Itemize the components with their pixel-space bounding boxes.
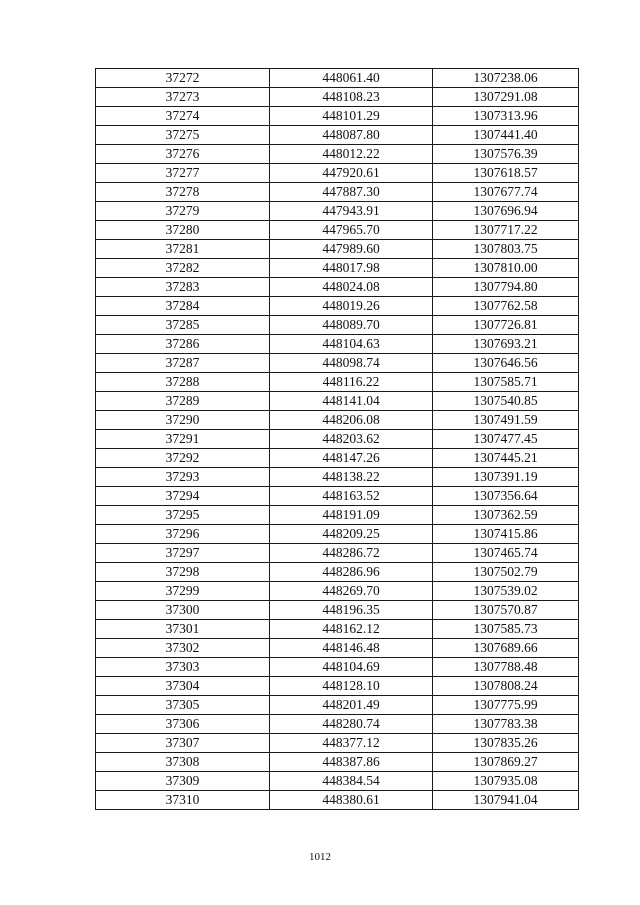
table-row: [96, 392, 579, 411]
y-coordinate-cell: 1307788.48: [433, 658, 579, 677]
table-row: [96, 715, 579, 734]
point-id-cell: 37306: [96, 715, 270, 734]
x-coordinate-cell: 448019.26: [270, 297, 433, 316]
y-coordinate-cell: 1307835.26: [433, 734, 579, 753]
table-row: [96, 791, 579, 810]
y-coordinate-cell: 1307291.08: [433, 88, 579, 107]
point-id-cell: 37294: [96, 487, 270, 506]
table-row: [96, 753, 579, 772]
table-row: [96, 563, 579, 582]
point-id-cell: 37274: [96, 107, 270, 126]
page-number: 1012: [309, 851, 331, 863]
x-coordinate-cell: 448108.23: [270, 88, 433, 107]
table-row: [96, 240, 579, 259]
point-id-cell: 37287: [96, 354, 270, 373]
point-id-cell: 37292: [96, 449, 270, 468]
point-id-cell: 37302: [96, 639, 270, 658]
table-row: [96, 525, 579, 544]
x-coordinate-cell: 447965.70: [270, 221, 433, 240]
y-coordinate-cell: 1307445.21: [433, 449, 579, 468]
point-id-cell: 37297: [96, 544, 270, 563]
x-coordinate-cell: 448089.70: [270, 316, 433, 335]
point-id-cell: 37296: [96, 525, 270, 544]
y-coordinate-cell: 1307570.87: [433, 601, 579, 620]
table-row: [96, 430, 579, 449]
x-coordinate-cell: 447920.61: [270, 164, 433, 183]
x-coordinate-cell: 448201.49: [270, 696, 433, 715]
point-id-cell: 37288: [96, 373, 270, 392]
point-id-cell: 37285: [96, 316, 270, 335]
y-coordinate-cell: 1307696.94: [433, 202, 579, 221]
point-id-cell: 37280: [96, 221, 270, 240]
y-coordinate-cell: 1307362.59: [433, 506, 579, 525]
point-id-cell: 37308: [96, 753, 270, 772]
point-id-cell: 37278: [96, 183, 270, 202]
y-coordinate-cell: 1307762.58: [433, 297, 579, 316]
y-coordinate-cell: 1307783.38: [433, 715, 579, 734]
x-coordinate-cell: 448377.12: [270, 734, 433, 753]
point-id-cell: 37303: [96, 658, 270, 677]
point-id-cell: 37290: [96, 411, 270, 430]
table-row: [96, 88, 579, 107]
y-coordinate-cell: 1307238.06: [433, 69, 579, 88]
coordinates-table-body: [96, 69, 579, 810]
y-coordinate-cell: 1307415.86: [433, 525, 579, 544]
point-id-cell: 37276: [96, 145, 270, 164]
point-id-cell: 37289: [96, 392, 270, 411]
x-coordinate-cell: 448098.74: [270, 354, 433, 373]
x-coordinate-cell: 448146.48: [270, 639, 433, 658]
y-coordinate-cell: 1307726.81: [433, 316, 579, 335]
x-coordinate-cell: 448203.62: [270, 430, 433, 449]
table-row: [96, 297, 579, 316]
table-row: [96, 506, 579, 525]
x-coordinate-cell: 448104.63: [270, 335, 433, 354]
table-row: [96, 582, 579, 601]
table-row: [96, 639, 579, 658]
y-coordinate-cell: 1307677.74: [433, 183, 579, 202]
point-id-cell: 37295: [96, 506, 270, 525]
table-row: [96, 601, 579, 620]
point-id-cell: 37273: [96, 88, 270, 107]
table-row: [96, 696, 579, 715]
point-id-cell: 37301: [96, 620, 270, 639]
x-coordinate-cell: 448269.70: [270, 582, 433, 601]
table-row: [96, 183, 579, 202]
x-coordinate-cell: 448128.10: [270, 677, 433, 696]
x-coordinate-cell: 448380.61: [270, 791, 433, 810]
y-coordinate-cell: 1307803.75: [433, 240, 579, 259]
table-row: [96, 335, 579, 354]
y-coordinate-cell: 1307618.57: [433, 164, 579, 183]
y-coordinate-cell: 1307391.19: [433, 468, 579, 487]
x-coordinate-cell: 447887.30: [270, 183, 433, 202]
table-row: [96, 354, 579, 373]
y-coordinate-cell: 1307356.64: [433, 487, 579, 506]
x-coordinate-cell: 448024.08: [270, 278, 433, 297]
point-id-cell: 37298: [96, 563, 270, 582]
table-row: [96, 544, 579, 563]
x-coordinate-cell: 448101.29: [270, 107, 433, 126]
table-row: [96, 126, 579, 145]
x-coordinate-cell: 448116.22: [270, 373, 433, 392]
table-row: [96, 373, 579, 392]
y-coordinate-cell: 1307775.99: [433, 696, 579, 715]
table-row: [96, 221, 579, 240]
table-row: [96, 202, 579, 221]
point-id-cell: 37281: [96, 240, 270, 259]
y-coordinate-cell: 1307585.71: [433, 373, 579, 392]
point-id-cell: 37279: [96, 202, 270, 221]
table-row: [96, 772, 579, 791]
x-coordinate-cell: 448104.69: [270, 658, 433, 677]
x-coordinate-cell: 448209.25: [270, 525, 433, 544]
x-coordinate-cell: 448286.96: [270, 563, 433, 582]
point-id-cell: 37293: [96, 468, 270, 487]
y-coordinate-cell: 1307646.56: [433, 354, 579, 373]
table-row: [96, 69, 579, 88]
x-coordinate-cell: 448138.22: [270, 468, 433, 487]
y-coordinate-cell: 1307693.21: [433, 335, 579, 354]
y-coordinate-cell: 1307810.00: [433, 259, 579, 278]
point-id-cell: 37282: [96, 259, 270, 278]
x-coordinate-cell: 448196.35: [270, 601, 433, 620]
y-coordinate-cell: 1307717.22: [433, 221, 579, 240]
point-id-cell: 37304: [96, 677, 270, 696]
y-coordinate-cell: 1307941.04: [433, 791, 579, 810]
table-row: [96, 145, 579, 164]
x-coordinate-cell: 448012.22: [270, 145, 433, 164]
point-id-cell: 37309: [96, 772, 270, 791]
y-coordinate-cell: 1307794.80: [433, 278, 579, 297]
x-coordinate-cell: 447943.91: [270, 202, 433, 221]
table-row: [96, 278, 579, 297]
point-id-cell: 37286: [96, 335, 270, 354]
y-coordinate-cell: 1307539.02: [433, 582, 579, 601]
table-row: [96, 259, 579, 278]
point-id-cell: 37300: [96, 601, 270, 620]
x-coordinate-cell: 448061.40: [270, 69, 433, 88]
y-coordinate-cell: 1307491.59: [433, 411, 579, 430]
y-coordinate-cell: 1307540.85: [433, 392, 579, 411]
x-coordinate-cell: 448384.54: [270, 772, 433, 791]
y-coordinate-cell: 1307441.40: [433, 126, 579, 145]
point-id-cell: 37284: [96, 297, 270, 316]
table-row: [96, 164, 579, 183]
x-coordinate-cell: 448141.04: [270, 392, 433, 411]
x-coordinate-cell: 448087.80: [270, 126, 433, 145]
table-row: [96, 658, 579, 677]
x-coordinate-cell: 448163.52: [270, 487, 433, 506]
point-id-cell: 37305: [96, 696, 270, 715]
y-coordinate-cell: 1307576.39: [433, 145, 579, 164]
point-id-cell: 37275: [96, 126, 270, 145]
table-row: [96, 468, 579, 487]
x-coordinate-cell: 448017.98: [270, 259, 433, 278]
point-id-cell: 37310: [96, 791, 270, 810]
table-row: [96, 449, 579, 468]
y-coordinate-cell: 1307689.66: [433, 639, 579, 658]
y-coordinate-cell: 1307465.74: [433, 544, 579, 563]
y-coordinate-cell: 1307585.73: [433, 620, 579, 639]
y-coordinate-cell: 1307502.79: [433, 563, 579, 582]
y-coordinate-cell: 1307869.27: [433, 753, 579, 772]
x-coordinate-cell: 448191.09: [270, 506, 433, 525]
table-row: [96, 411, 579, 430]
point-id-cell: 37277: [96, 164, 270, 183]
x-coordinate-cell: 448147.26: [270, 449, 433, 468]
y-coordinate-cell: 1307477.45: [433, 430, 579, 449]
x-coordinate-cell: 447989.60: [270, 240, 433, 259]
point-id-cell: 37283: [96, 278, 270, 297]
point-id-cell: 37299: [96, 582, 270, 601]
point-id-cell: 37291: [96, 430, 270, 449]
point-id-cell: 37307: [96, 734, 270, 753]
table-row: [96, 620, 579, 639]
table-row: [96, 316, 579, 335]
table-row: [96, 107, 579, 126]
coordinates-table: [95, 68, 579, 810]
x-coordinate-cell: 448387.86: [270, 753, 433, 772]
x-coordinate-cell: 448206.08: [270, 411, 433, 430]
y-coordinate-cell: 1307935.08: [433, 772, 579, 791]
x-coordinate-cell: 448280.74: [270, 715, 433, 734]
y-coordinate-cell: 1307808.24: [433, 677, 579, 696]
table-row: [96, 734, 579, 753]
x-coordinate-cell: 448286.72: [270, 544, 433, 563]
point-id-cell: 37272: [96, 69, 270, 88]
table-row: [96, 487, 579, 506]
x-coordinate-cell: 448162.12: [270, 620, 433, 639]
y-coordinate-cell: 1307313.96: [433, 107, 579, 126]
table-row: [96, 677, 579, 696]
